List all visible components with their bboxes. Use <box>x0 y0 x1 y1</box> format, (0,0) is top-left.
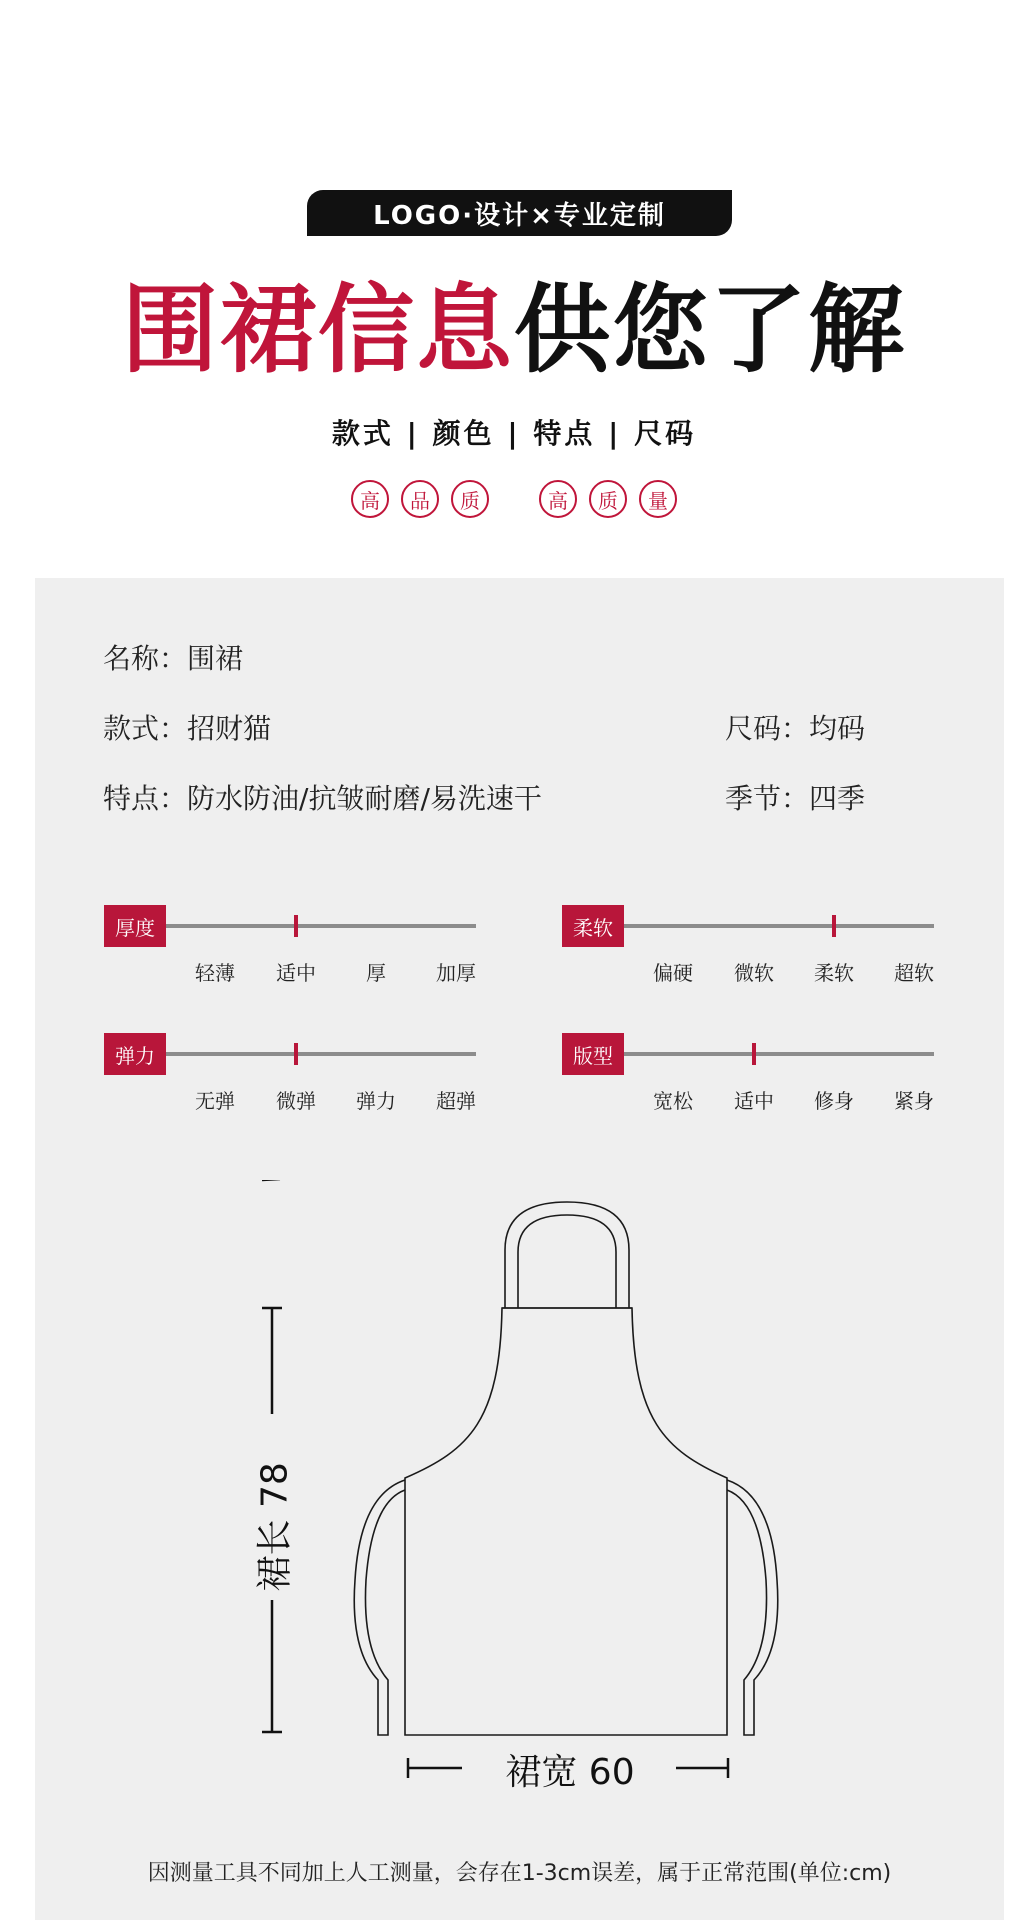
slider-option: 轻薄 <box>195 961 235 985</box>
apron-left-strap <box>354 1480 405 1735</box>
slider-option: 宽松 <box>653 1089 693 1113</box>
info-size <box>725 707 865 747</box>
circle-badge: 高 <box>351 480 389 518</box>
slider-option: 无弹 <box>195 1089 235 1113</box>
slider-option: 加厚 <box>436 961 476 985</box>
circle-badge: 品 <box>401 480 439 518</box>
info-name <box>103 637 243 677</box>
info-season-value: 四季 <box>809 782 866 815</box>
slider-option: 适中 <box>734 1089 774 1113</box>
info-style-value: 招财猫 <box>187 712 272 745</box>
slider-tag-softness: 柔软 <box>562 905 624 947</box>
slider-option: 超软 <box>894 961 934 985</box>
apron-width-label: 裙宽 60 <box>505 1752 635 1793</box>
slider-option: 超弹 <box>436 1089 476 1113</box>
info-style-label: 款式： <box>103 712 188 745</box>
info-feature <box>103 777 542 817</box>
measurement-note: 因测量工具不同加上人工测量，会存在1-3cm误差，属于正常范围(单位:cm) <box>147 1861 892 1886</box>
slider-option: 柔软 <box>814 961 854 985</box>
circle-badge: 质 <box>589 480 627 518</box>
info-name-label: 名称： <box>103 642 188 675</box>
page-subtitle: 款式 | 颜色 | 特点 | 尺码 <box>331 417 697 450</box>
slider-marker-softness <box>832 915 836 937</box>
info-season-label: 季节： <box>725 782 810 815</box>
apron-neck-strap-inner <box>518 1215 616 1308</box>
apron-illustration <box>0 1180 1028 1780</box>
quality-badges <box>0 480 1028 520</box>
page-title-black: 供您了解 <box>514 274 906 386</box>
info-feature-value: 防水防油/抗皱耐磨/易洗速干 <box>187 782 542 815</box>
info-name-value: 围裙 <box>187 642 244 675</box>
slider-track-fit <box>624 1052 934 1056</box>
slider-track-elasticity <box>166 1052 476 1056</box>
slider-option: 适中 <box>276 961 316 985</box>
slider-option: 微弹 <box>276 1089 316 1113</box>
circle-badge: 高 <box>539 480 577 518</box>
info-size-value: 均码 <box>809 712 866 745</box>
apron-neck-strap <box>505 1202 629 1308</box>
quality-badges-right <box>539 480 677 520</box>
info-feature-label: 特点： <box>103 782 188 815</box>
page-title <box>0 272 1028 388</box>
apron-length-label: 裙长 78 <box>254 1462 296 1592</box>
slider-tag-thickness: 厚度 <box>104 905 166 947</box>
slider-tag-fit: 版型 <box>562 1033 624 1075</box>
slider-option: 偏硬 <box>653 961 693 985</box>
slider-option: 修身 <box>814 1089 854 1113</box>
slider-marker-elasticity <box>294 1043 298 1065</box>
header-badge: LOGO·设计×专业定制 <box>307 190 732 236</box>
circle-badge: 质 <box>451 480 489 518</box>
slider-marker-fit <box>752 1043 756 1065</box>
info-season <box>725 777 865 817</box>
slider-track-softness <box>624 924 934 928</box>
slider-option: 厚 <box>366 961 386 985</box>
circle-badge: 量 <box>639 480 677 518</box>
quality-badges-left <box>351 480 489 520</box>
length-dimension <box>262 1180 282 1732</box>
apron-body <box>405 1308 727 1735</box>
slider-tag-elasticity: 弹力 <box>104 1033 166 1075</box>
apron-right-strap <box>727 1480 778 1735</box>
info-style <box>103 707 271 747</box>
slider-option: 微软 <box>734 961 774 985</box>
slider-track-thickness <box>166 924 476 928</box>
page-title-red: 围裙信息 <box>122 274 514 386</box>
slider-option: 弹力 <box>356 1089 396 1113</box>
slider-option: 紧身 <box>894 1089 934 1113</box>
info-size-label: 尺码： <box>725 712 810 745</box>
slider-marker-thickness <box>294 915 298 937</box>
